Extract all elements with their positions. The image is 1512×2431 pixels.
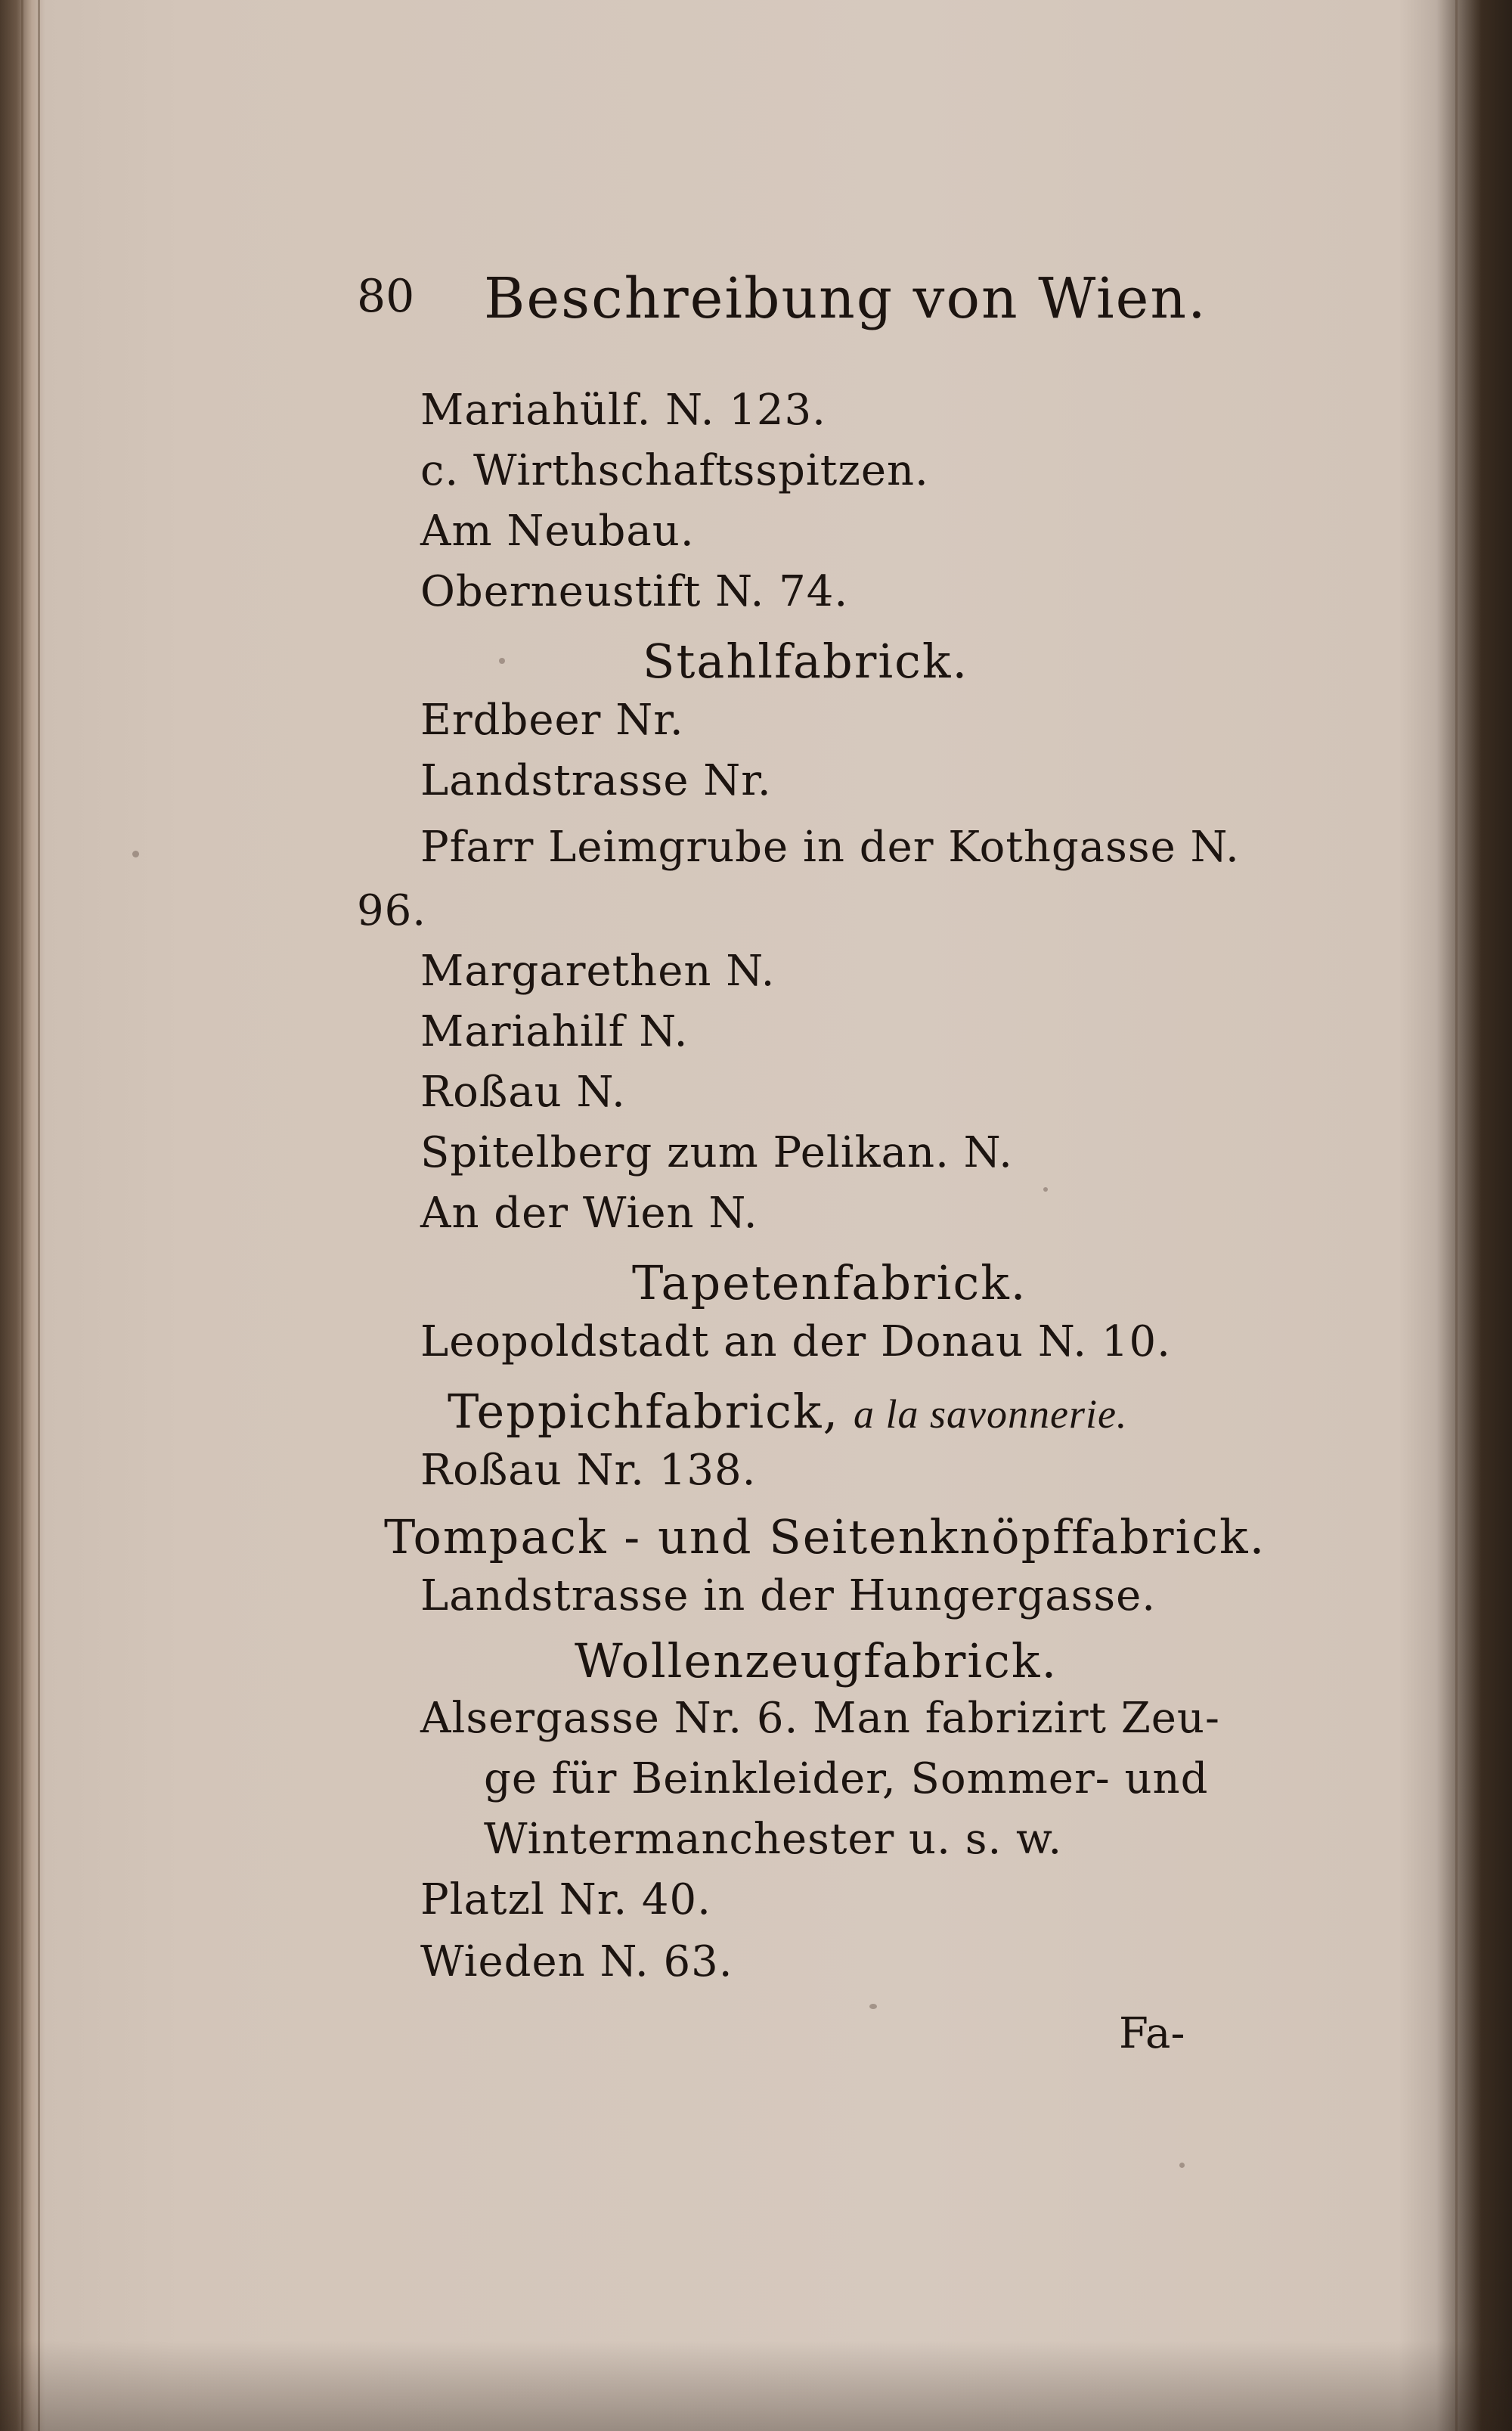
entry-mariahilf: Mariahilf N. bbox=[420, 1007, 689, 1056]
entry-an-der-wien: An der Wien N. bbox=[420, 1189, 758, 1238]
entry-pfarr-leimgrube: Pfarr Leimgrube in der Kothgasse N. bbox=[420, 823, 1240, 872]
teppichfabrick-heading: Teppichfabrick, bbox=[448, 1384, 840, 1439]
entry-wieden: Wieden N. 63. bbox=[420, 1937, 733, 1986]
entry-landstrasse: Landstrasse Nr. bbox=[420, 756, 772, 805]
entry-mariahulf: Mariahülf. N. 123. bbox=[420, 386, 826, 435]
entry-alsergasse: Alsergasse Nr. 6. Man fabrizirt Zeu- bbox=[420, 1694, 1220, 1743]
page-number: 80 bbox=[357, 270, 415, 323]
catchword: Fa- bbox=[1119, 2009, 1185, 2058]
running-head: Beschreibung von Wien. bbox=[484, 266, 1207, 331]
entry-alsergasse-cont: Wintermanchester u. s. w. bbox=[484, 1815, 1063, 1864]
entry-am-neubau: Am Neubau. bbox=[420, 507, 695, 556]
entry-rossau-138: Roßau Nr. 138. bbox=[420, 1446, 757, 1495]
section-tompack: Tompack - und Seitenknöpffabrick. bbox=[384, 1509, 1266, 1564]
entry-margarethen: Margarethen N. bbox=[420, 947, 776, 996]
teppichfabrick-subtitle: a la savonnerie. bbox=[853, 1391, 1128, 1437]
section-wollenzeugfabrick: Wollenzeugfabrick. bbox=[575, 1633, 1058, 1688]
entry-spitelberg: Spitelberg zum Pelikan. N. bbox=[420, 1128, 1013, 1177]
entry-erdbeer: Erdbeer Nr. bbox=[420, 696, 684, 745]
entry-landstrasse-hungergasse: Landstrasse in der Hungergasse. bbox=[420, 1571, 1157, 1620]
section-tapetenfabrick: Tapetenfabrick. bbox=[632, 1255, 1027, 1310]
entry-pfarr-leimgrube-cont: 96. bbox=[357, 886, 427, 935]
entry-alsergasse-cont: ge für Beinkleider, Sommer- und bbox=[484, 1754, 1209, 1803]
entry-platzl: Platzl Nr. 40. bbox=[420, 1875, 711, 1924]
section-stahlfabrick: Stahlfabrick. bbox=[643, 634, 969, 689]
entry-oberneustift: Oberneustift N. 74. bbox=[420, 567, 849, 616]
section-teppichfabrick bbox=[448, 1378, 1127, 1446]
entry-leopoldstadt: Leopoldstadt an der Donau N. 10. bbox=[420, 1317, 1171, 1366]
entry-wirthschaftsspitzen: c. Wirthschaftsspitzen. bbox=[420, 446, 929, 495]
entry-rossau: Roßau N. bbox=[420, 1068, 626, 1117]
